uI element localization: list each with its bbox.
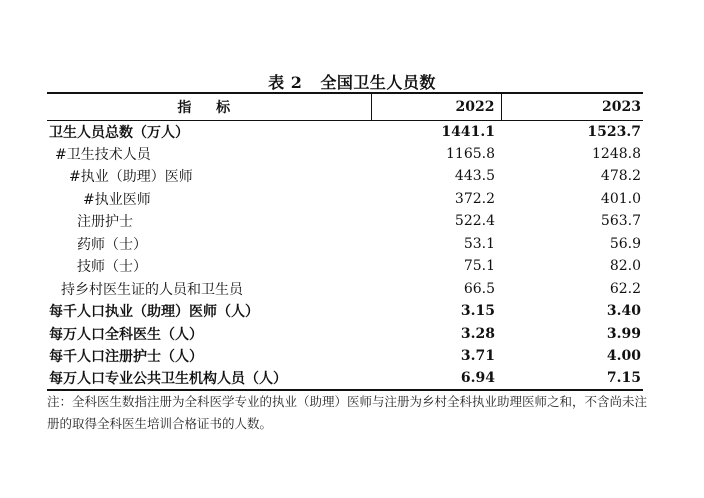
row-value-2023: 62.2	[609, 280, 641, 297]
table-row	[47, 323, 643, 346]
header-2022: 2022	[371, 93, 501, 120]
row-label: #执业医师	[83, 191, 151, 208]
row-label: 持乡村医生证的人员和卫生员	[61, 281, 243, 298]
header-row	[47, 93, 643, 120]
row-value-2022: 522.4	[454, 213, 495, 230]
personnel-table	[47, 92, 643, 391]
header-2023: 2023	[501, 93, 643, 120]
row-label: 每万人口全科医生（人）	[49, 326, 203, 343]
table-row	[47, 143, 643, 166]
row-value-2023: 3.40	[606, 303, 641, 320]
table-row	[47, 188, 643, 211]
row-value-2022: 1165.8	[446, 145, 495, 162]
row-value-2022: 3.28	[460, 325, 495, 342]
row-label: 每万人口专业公共卫生机构人员（人）	[47, 368, 371, 391]
row-label: 每千人口注册护士（人）	[49, 349, 203, 366]
row-value-2022: 66.5	[463, 280, 495, 297]
row-label: 药师（士）	[77, 236, 147, 253]
row-value-2023: 4.00	[606, 348, 641, 365]
row-value-2022: 443.5	[454, 168, 495, 185]
table-row	[47, 300, 643, 323]
row-value-2022: 6.94	[371, 368, 501, 391]
table-body	[47, 120, 643, 390]
row-value-2023: 56.9	[609, 235, 641, 252]
header-indicator: 指 标	[47, 93, 371, 120]
personnel-table-container	[47, 92, 643, 391]
row-value-2023: 401.0	[600, 190, 641, 207]
table-row	[47, 120, 643, 143]
row-label: #卫生技术人员	[55, 146, 151, 163]
row-value-2023: 478.2	[600, 168, 641, 185]
row-label: 技师（士）	[77, 259, 147, 276]
row-value-2022: 53.1	[463, 235, 495, 252]
row-value-2022: 3.15	[460, 303, 495, 320]
row-label: 卫生人员总数（万人）	[49, 124, 189, 141]
table-row	[47, 255, 643, 278]
row-value-2022: 372.2	[454, 190, 495, 207]
row-value-2023: 563.7	[600, 213, 641, 230]
row-value-2022: 75.1	[463, 258, 495, 275]
row-value-2022: 3.71	[460, 348, 495, 365]
row-value-2023: 1248.8	[592, 145, 641, 162]
table-footnote: 注：全科医生数指注册为全科医学专业的执业（助理）医师与注册为乡村全科执业助理医师之和，不含尚未注册的取得全科医生培训合格证书的人数。	[47, 394, 648, 431]
row-label: #执业（助理）医师	[69, 169, 193, 186]
table-row	[47, 368, 643, 391]
table-title	[0, 70, 704, 93]
row-label: 注册护士	[77, 214, 133, 231]
table-number: 表 2	[268, 73, 303, 92]
row-label: 每千人口执业（助理）医师（人）	[49, 304, 259, 321]
table-row	[47, 345, 643, 368]
row-value-2023: 7.15	[501, 368, 643, 391]
row-value-2023: 82.0	[609, 258, 641, 275]
table-row	[47, 210, 643, 233]
table-row	[47, 165, 643, 188]
table-row	[47, 278, 643, 301]
table-row	[47, 233, 643, 256]
row-value-2023: 3.99	[606, 325, 641, 342]
table-header	[47, 93, 643, 120]
table-title-text: 全国卫生人员数	[320, 73, 436, 92]
row-value-2023: 1523.7	[587, 123, 641, 140]
row-value-2022: 1441.1	[441, 123, 495, 140]
